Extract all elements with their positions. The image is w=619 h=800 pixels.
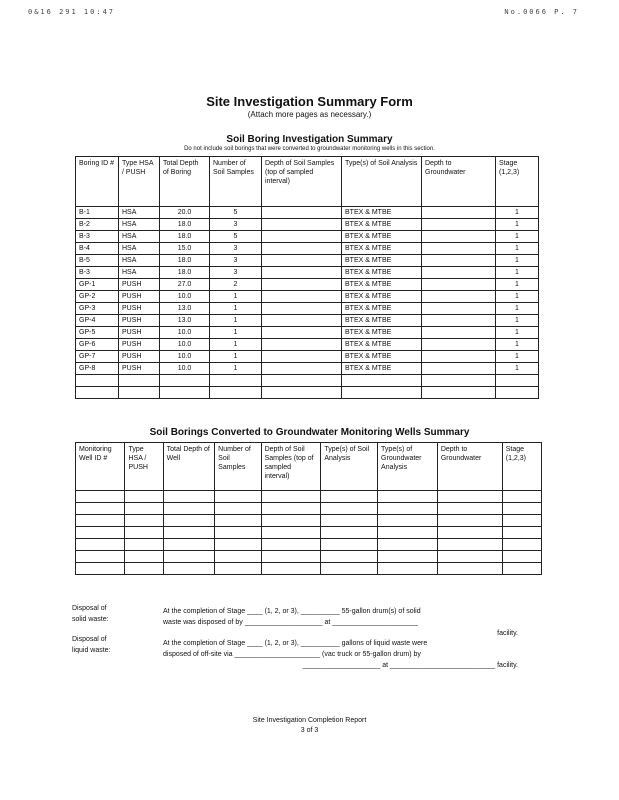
disposal-solid-line1: At the completion of Stage ____ (1, 2, or 3), __________ 55-gallon drum(s) of solid (163, 608, 421, 615)
well-cell (502, 527, 541, 539)
well-cell (215, 515, 261, 527)
boring-cell-type: PUSH (119, 327, 160, 339)
boring-cell-stage: 1 (496, 315, 539, 327)
well-cell (437, 515, 502, 527)
boring-cell-empty (422, 207, 496, 219)
well-cell (437, 503, 502, 515)
boring-col-header: Total Depth of Boring (160, 157, 210, 207)
well-col-header: Type(s) of Soil Analysis (321, 443, 378, 491)
boring-cell-stage: 1 (496, 351, 539, 363)
monitoring-wells-table (75, 442, 542, 575)
well-cell (163, 491, 215, 503)
well-col-header: Depth of Soil Samples (top of sampled interval) (261, 443, 321, 491)
boring-row (76, 267, 539, 279)
boring-cell-depth: 10.0 (160, 351, 210, 363)
well-row (76, 563, 542, 575)
page-footer (0, 716, 619, 736)
boring-row (76, 243, 539, 255)
boring-cell-analysis: BTEX & MTBE (342, 231, 422, 243)
boring-row (76, 279, 539, 291)
boring-cell-analysis: BTEX & MTBE (342, 207, 422, 219)
boring-cell-empty (262, 291, 342, 303)
boring-cell-depth: 15.0 (160, 243, 210, 255)
well-cell (321, 527, 378, 539)
boring-cell-empty (422, 279, 496, 291)
well-cell (378, 563, 438, 575)
well-col-header: Type HSA / PUSH (125, 443, 163, 491)
footer-report-name: Site Investigation Completion Report (252, 717, 367, 724)
well-cell (437, 527, 502, 539)
boring-row (76, 207, 539, 219)
well-cell (378, 539, 438, 551)
disposal-liquid-label (72, 634, 111, 656)
well-cell (321, 539, 378, 551)
well-cell (76, 563, 125, 575)
well-cell (378, 503, 438, 515)
fax-header-left: 0&16 291 10:47 (28, 8, 116, 16)
boring-cell-depth: 20.0 (160, 207, 210, 219)
well-cell (125, 491, 163, 503)
boring-cell-id: B-4 (76, 243, 119, 255)
boring-cell-stage: 1 (496, 243, 539, 255)
well-cell (321, 563, 378, 575)
boring-cell-analysis: BTEX & MTBE (342, 267, 422, 279)
boring-cell-depth: 18.0 (160, 231, 210, 243)
well-cell (125, 515, 163, 527)
boring-cell-depth: 10.0 (160, 327, 210, 339)
disposal-liquid-line2: disposed of off-site via ______________________ (vac truck or 55-gallon drum) by (163, 651, 421, 658)
boring-cell-samples: 1 (210, 363, 262, 375)
boring-cell-empty (262, 231, 342, 243)
well-cell (502, 491, 541, 503)
boring-cell-empty (422, 291, 496, 303)
well-cell (76, 527, 125, 539)
boring-cell-id (76, 387, 119, 399)
boring-col-header: Type HSA / PUSH (119, 157, 160, 207)
well-cell (76, 491, 125, 503)
disposal-solid-text (163, 606, 518, 639)
well-cell (261, 515, 321, 527)
well-row (76, 539, 542, 551)
disposal-solid-line3: facility. (497, 630, 518, 637)
boring-row (76, 363, 539, 375)
disposal-solid-line2: waste was disposed of by ____________________ at ______________________ (163, 619, 418, 626)
well-cell (76, 515, 125, 527)
well-cell (502, 503, 541, 515)
boring-cell-stage: 1 (496, 303, 539, 315)
boring-cell-type: PUSH (119, 303, 160, 315)
well-cell (261, 503, 321, 515)
boring-col-header: Type(s) of Soil Analysis (342, 157, 422, 207)
well-col-header: Monitoring Well ID # (76, 443, 125, 491)
well-row (76, 527, 542, 539)
boring-cell-id: B-3 (76, 267, 119, 279)
well-cell (163, 527, 215, 539)
well-col-header: Stage (1,2,3) (502, 443, 541, 491)
boring-cell-empty (422, 267, 496, 279)
boring-cell-empty (422, 375, 496, 387)
boring-cell-depth (160, 387, 210, 399)
boring-cell-depth: 10.0 (160, 363, 210, 375)
well-cell (437, 539, 502, 551)
boring-row (76, 375, 539, 387)
well-cell (502, 563, 541, 575)
boring-cell-stage: 1 (496, 267, 539, 279)
boring-cell-empty (262, 351, 342, 363)
boring-cell-analysis: BTEX & MTBE (342, 303, 422, 315)
boring-cell-empty (262, 387, 342, 399)
boring-cell-samples: 1 (210, 315, 262, 327)
boring-cell-empty (422, 339, 496, 351)
boring-cell-empty (422, 363, 496, 375)
disposal-liquid-line1: At the completion of Stage ____ (1, 2, or 3), __________ gallons of liquid waste were (163, 640, 428, 647)
boring-cell-samples: 3 (210, 255, 262, 267)
boring-cell-empty (262, 375, 342, 387)
disposal-solid-label-line2: solid waste: (72, 616, 109, 623)
well-cell (378, 491, 438, 503)
boring-cell-empty (422, 387, 496, 399)
boring-cell-empty (422, 243, 496, 255)
well-cell (215, 491, 261, 503)
boring-cell-id: GP-4 (76, 315, 119, 327)
well-row (76, 515, 542, 527)
boring-cell-stage: 1 (496, 231, 539, 243)
boring-cell-analysis: BTEX & MTBE (342, 339, 422, 351)
boring-cell-empty (422, 255, 496, 267)
boring-cell-empty (262, 339, 342, 351)
boring-cell-stage: 1 (496, 255, 539, 267)
boring-cell-stage: 1 (496, 279, 539, 291)
well-row (76, 503, 542, 515)
well-row (76, 491, 542, 503)
boring-cell-empty (262, 327, 342, 339)
boring-cell-id: GP-3 (76, 303, 119, 315)
boring-cell-depth: 13.0 (160, 315, 210, 327)
boring-cell-id: B-3 (76, 231, 119, 243)
boring-cell-samples: 3 (210, 267, 262, 279)
boring-cell-samples: 2 (210, 279, 262, 291)
boring-cell-stage: 1 (496, 339, 539, 351)
well-cell (163, 539, 215, 551)
boring-cell-stage: 1 (496, 363, 539, 375)
well-cell (437, 563, 502, 575)
well-cell (163, 503, 215, 515)
well-col-header: Total Depth of Well (163, 443, 215, 491)
well-cell (437, 491, 502, 503)
boring-cell-id: GP-1 (76, 279, 119, 291)
boring-cell-analysis: BTEX & MTBE (342, 255, 422, 267)
boring-row (76, 315, 539, 327)
boring-cell-depth: 10.0 (160, 291, 210, 303)
boring-cell-empty (262, 315, 342, 327)
boring-cell-empty (262, 207, 342, 219)
boring-cell-samples: 3 (210, 243, 262, 255)
well-cell (125, 563, 163, 575)
boring-cell-type: HSA (119, 267, 160, 279)
boring-cell-id: B-5 (76, 255, 119, 267)
well-cell (215, 503, 261, 515)
boring-cell-samples (210, 387, 262, 399)
boring-cell-depth: 27.0 (160, 279, 210, 291)
boring-cell-empty (422, 315, 496, 327)
well-cell (76, 551, 125, 563)
well-cell (125, 527, 163, 539)
boring-cell-type: HSA (119, 243, 160, 255)
boring-cell-id: B-2 (76, 219, 119, 231)
disposal-solid-label (72, 603, 109, 625)
boring-cell-analysis (342, 387, 422, 399)
disposal-liquid-line3: ____________________ at ___________________________ facility. (302, 662, 518, 669)
boring-cell-analysis: BTEX & MTBE (342, 351, 422, 363)
well-cell (215, 539, 261, 551)
boring-cell-type: HSA (119, 231, 160, 243)
boring-cell-empty (422, 219, 496, 231)
soil-boring-table (75, 156, 539, 399)
well-cell (215, 563, 261, 575)
boring-cell-empty (262, 267, 342, 279)
well-col-header: Type(s) of Groundwater Analysis (378, 443, 438, 491)
boring-cell-analysis: BTEX & MTBE (342, 291, 422, 303)
boring-col-header: Depth of Soil Samples (top of sampled interval) (262, 157, 342, 207)
boring-cell-type: PUSH (119, 291, 160, 303)
boring-cell-empty (262, 219, 342, 231)
boring-cell-id: GP-5 (76, 327, 119, 339)
well-cell (321, 491, 378, 503)
monitoring-wells-heading: Soil Borings Converted to Groundwater Monitoring Wells Summary (149, 427, 470, 438)
well-cell (378, 551, 438, 563)
boring-cell-empty (422, 351, 496, 363)
boring-cell-empty (262, 363, 342, 375)
boring-cell-stage (496, 375, 539, 387)
boring-cell-id: GP-7 (76, 351, 119, 363)
boring-cell-depth: 18.0 (160, 267, 210, 279)
well-cell (502, 539, 541, 551)
boring-cell-type: PUSH (119, 363, 160, 375)
boring-cell-samples: 1 (210, 339, 262, 351)
boring-row (76, 351, 539, 363)
boring-cell-analysis: BTEX & MTBE (342, 219, 422, 231)
boring-cell-samples (210, 375, 262, 387)
boring-row (76, 291, 539, 303)
boring-cell-id: B-1 (76, 207, 119, 219)
well-col-header: Number of Soil Samples (215, 443, 261, 491)
boring-cell-analysis: BTEX & MTBE (342, 243, 422, 255)
boring-cell-type: PUSH (119, 279, 160, 291)
boring-col-header: Boring ID # (76, 157, 119, 207)
fax-header-right: No.0066 P. 7 (504, 8, 579, 16)
boring-cell-type: PUSH (119, 339, 160, 351)
boring-cell-id: GP-8 (76, 363, 119, 375)
soil-boring-note: Do not include soil borings that were converted to groundwater monitoring wells in this section. (184, 146, 435, 152)
boring-col-header: Depth to Groundwater (422, 157, 496, 207)
boring-cell-analysis: BTEX & MTBE (342, 315, 422, 327)
well-cell (125, 539, 163, 551)
boring-cell-samples: 1 (210, 327, 262, 339)
boring-cell-empty (422, 231, 496, 243)
footer-page-number: 3 of 3 (300, 727, 319, 734)
boring-cell-samples: 1 (210, 291, 262, 303)
well-row (76, 551, 542, 563)
boring-cell-analysis: BTEX & MTBE (342, 327, 422, 339)
boring-cell-type (119, 375, 160, 387)
disposal-liquid-label-line1: Disposal of (72, 636, 107, 643)
well-cell (261, 527, 321, 539)
well-cell (321, 551, 378, 563)
boring-row (76, 339, 539, 351)
well-cell (163, 515, 215, 527)
boring-cell-depth (160, 375, 210, 387)
well-cell (215, 551, 261, 563)
boring-cell-type (119, 387, 160, 399)
well-cell (261, 551, 321, 563)
well-cell (261, 491, 321, 503)
boring-cell-depth: 18.0 (160, 219, 210, 231)
page-subtitle: (Attach more pages as necessary.) (247, 110, 372, 119)
well-cell (378, 515, 438, 527)
well-cell (437, 551, 502, 563)
well-cell (76, 503, 125, 515)
boring-cell-id: GP-6 (76, 339, 119, 351)
boring-cell-empty (262, 303, 342, 315)
boring-row (76, 231, 539, 243)
boring-cell-stage (496, 387, 539, 399)
boring-cell-empty (422, 303, 496, 315)
well-cell (125, 551, 163, 563)
boring-cell-samples: 1 (210, 351, 262, 363)
boring-cell-stage: 1 (496, 207, 539, 219)
well-cell (261, 563, 321, 575)
well-cell (321, 515, 378, 527)
boring-cell-depth: 18.0 (160, 255, 210, 267)
boring-row (76, 303, 539, 315)
boring-cell-id: GP-2 (76, 291, 119, 303)
boring-cell-samples: 1 (210, 303, 262, 315)
page-title: Site Investigation Summary Form (206, 94, 413, 109)
well-cell (502, 551, 541, 563)
well-cell (76, 539, 125, 551)
boring-cell-type: PUSH (119, 351, 160, 363)
boring-cell-empty (422, 327, 496, 339)
well-cell (378, 527, 438, 539)
boring-cell-empty (262, 243, 342, 255)
boring-row (76, 387, 539, 399)
disposal-liquid-label-line2: liquid waste: (72, 647, 111, 654)
boring-cell-samples: 5 (210, 231, 262, 243)
well-cell (163, 563, 215, 575)
boring-row (76, 219, 539, 231)
boring-cell-analysis: BTEX & MTBE (342, 363, 422, 375)
well-cell (163, 551, 215, 563)
boring-cell-stage: 1 (496, 291, 539, 303)
boring-cell-analysis: BTEX & MTBE (342, 279, 422, 291)
boring-cell-samples: 3 (210, 219, 262, 231)
boring-col-header: Number of Soil Samples (210, 157, 262, 207)
boring-cell-stage: 1 (496, 219, 539, 231)
boring-cell-empty (262, 255, 342, 267)
boring-cell-analysis (342, 375, 422, 387)
boring-cell-type: HSA (119, 207, 160, 219)
well-cell (261, 539, 321, 551)
disposal-liquid-text (163, 638, 518, 671)
boring-row (76, 255, 539, 267)
boring-cell-depth: 13.0 (160, 303, 210, 315)
boring-cell-type: HSA (119, 219, 160, 231)
soil-boring-heading: Soil Boring Investigation Summary (226, 134, 393, 145)
well-cell (321, 503, 378, 515)
boring-row (76, 327, 539, 339)
well-col-header: Depth to Groundwater (437, 443, 502, 491)
boring-col-header: Stage (1,2,3) (496, 157, 539, 207)
boring-cell-samples: 5 (210, 207, 262, 219)
boring-cell-depth: 10.0 (160, 339, 210, 351)
boring-cell-empty (262, 279, 342, 291)
boring-cell-type: HSA (119, 255, 160, 267)
boring-cell-id (76, 375, 119, 387)
boring-cell-stage: 1 (496, 327, 539, 339)
well-cell (125, 503, 163, 515)
boring-cell-type: PUSH (119, 315, 160, 327)
disposal-solid-label-line1: Disposal of (72, 605, 107, 612)
well-cell (215, 527, 261, 539)
well-cell (502, 515, 541, 527)
